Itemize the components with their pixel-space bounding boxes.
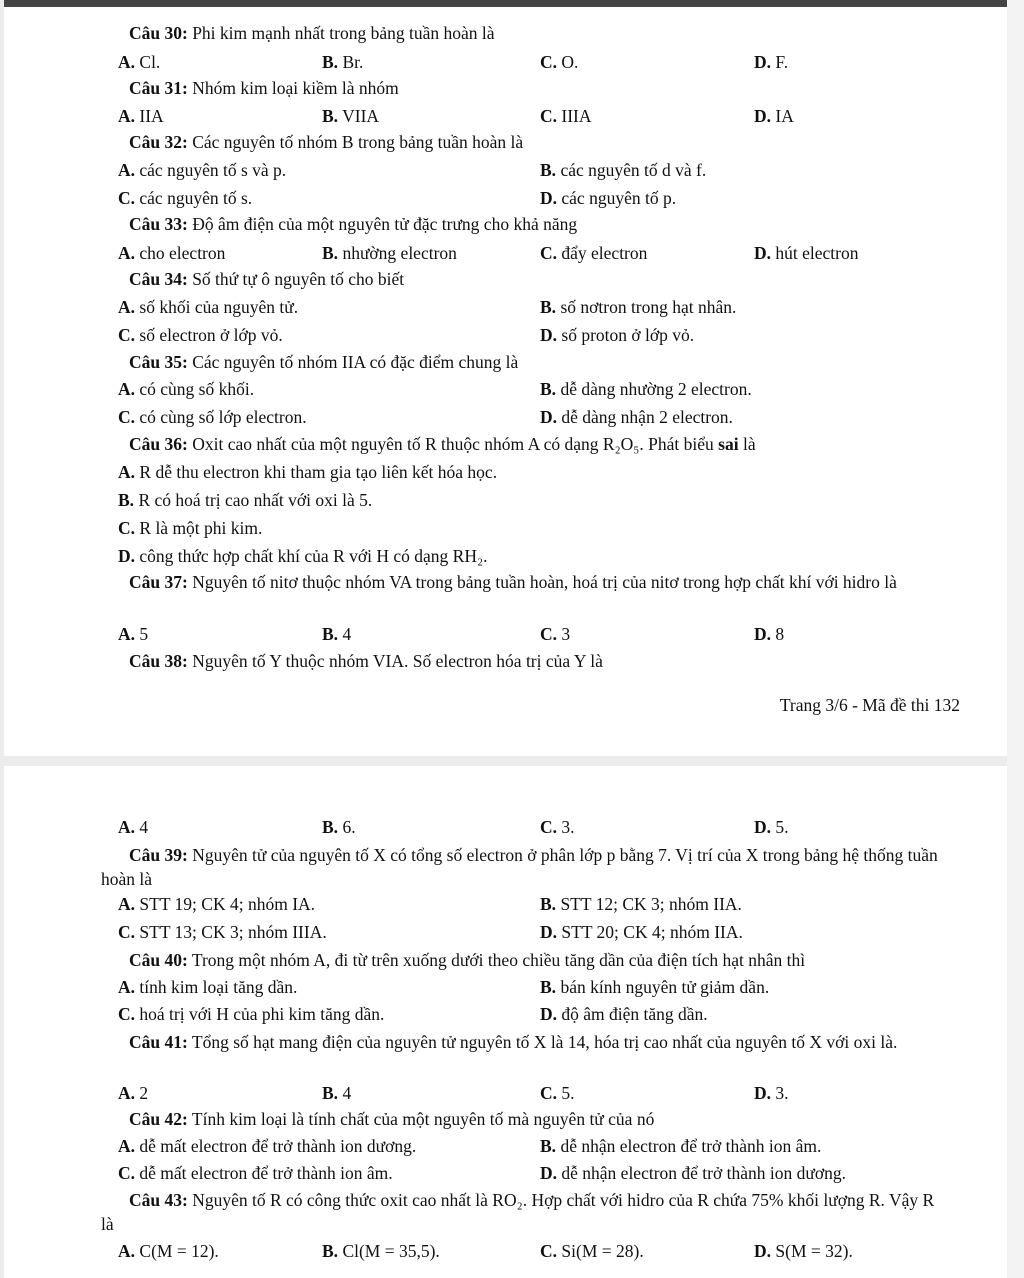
- option-c[interactable]: C. R là một phi kim.: [118, 518, 263, 538]
- option-a[interactable]: A. các nguyên tố s và p.: [118, 160, 287, 180]
- option-c[interactable]: C. 5.: [540, 1083, 575, 1103]
- question-36: Câu 36: Oxit cao nhất của một nguyên tố R thuộc nhóm A có dạng R₂O₅. Phát biểu sai là: [129, 434, 756, 454]
- option-b[interactable]: B. Br.: [322, 52, 364, 72]
- option-d[interactable]: D. dễ dàng nhận 2 electron.: [540, 407, 733, 427]
- option-c[interactable]: C. đẩy electron: [540, 243, 648, 263]
- page-edge: [1007, 0, 1024, 1278]
- question-32: Câu 32: Các nguyên tố nhóm B trong bảng tuần hoàn là: [129, 132, 524, 152]
- option-a[interactable]: A. 4: [118, 817, 149, 837]
- option-d[interactable]: D. số proton ở lớp vỏ.: [540, 325, 695, 345]
- option-c[interactable]: C. số electron ở lớp vỏ.: [118, 325, 283, 345]
- option-a[interactable]: A. 2: [118, 1083, 149, 1103]
- question-40: Câu 40: Trong một nhóm A, đi từ trên xuống dưới theo chiều tăng dần của điện tích hạt nhân thì: [129, 950, 806, 970]
- option-a[interactable]: A. số khối của nguyên tử.: [118, 297, 299, 317]
- option-a[interactable]: A. 5: [118, 624, 149, 644]
- option-b[interactable]: B. VIIA: [322, 106, 380, 126]
- option-c[interactable]: C. IIIA: [540, 106, 592, 126]
- question-30: Câu 30: Phi kim mạnh nhất trong bảng tuần hoàn là: [129, 23, 495, 43]
- option-a[interactable]: A. Cl.: [118, 52, 161, 72]
- option-b[interactable]: B. Cl(M = 35,5).: [322, 1241, 440, 1261]
- question-34: Câu 34: Số thứ tự ô nguyên tố cho biết: [129, 269, 405, 289]
- option-d[interactable]: D. dễ nhận electron để trở thành ion dương.: [540, 1163, 846, 1183]
- question-41: Câu 41: Tổng số hạt mang điện của nguyên tử nguyên tố X là 14, hóa trị cao nhất của nguyên tố X với oxi là.: [129, 1032, 898, 1052]
- option-c[interactable]: C. 3: [540, 624, 571, 644]
- option-c[interactable]: C. 3.: [540, 817, 575, 837]
- option-d[interactable]: D. hút electron: [754, 243, 859, 263]
- option-c[interactable]: C. Si(M = 28).: [540, 1241, 644, 1261]
- option-c[interactable]: C. dễ mất electron để trở thành ion âm.: [118, 1163, 393, 1183]
- option-d[interactable]: D. 8: [754, 624, 785, 644]
- question-43: Câu 43: Nguyên tố R có công thức oxit cao nhất là RO₂. Hợp chất với hidro của R chứa 75% khối lượng R. Vậy R là: [101, 1190, 935, 1234]
- option-b[interactable]: B. số nơtron trong hạt nhân.: [540, 297, 737, 317]
- question-31: Câu 31: Nhóm kim loại kiềm là nhóm: [129, 78, 399, 98]
- option-a[interactable]: A. tính kim loại tăng dần.: [118, 977, 298, 997]
- option-b[interactable]: B. R có hoá trị cao nhất với oxi là 5.: [118, 490, 373, 510]
- question-39: Câu 39: Nguyên tử của nguyên tố X có tổng số electron ở phân lớp p bằng 7. Vị trí của X trong bảng hệ thống tuần hoàn là: [101, 845, 938, 889]
- option-a[interactable]: A. IIA: [118, 106, 164, 126]
- document-page-4: [4, 766, 1007, 1278]
- option-c[interactable]: C. các nguyên tố s.: [118, 188, 253, 208]
- question-35: Câu 35: Các nguyên tố nhóm IIA có đặc điểm chung là: [129, 352, 519, 372]
- question-37: Câu 37: Nguyên tố nitơ thuộc nhóm VA trong bảng tuần hoàn, hoá trị của nitơ trong hợp chất khí với hidro là: [129, 572, 897, 592]
- document-page-3: [4, 0, 1007, 756]
- option-c[interactable]: C. STT 13; CK 3; nhóm IIIA.: [118, 922, 327, 942]
- question-33: Câu 33: Độ âm điện của một nguyên tử đặc trưng cho khả năng: [129, 214, 578, 234]
- option-d[interactable]: D. IA: [754, 106, 794, 126]
- option-a[interactable]: A. R dễ thu electron khi tham gia tạo liên kết hóa học.: [118, 462, 498, 482]
- option-b[interactable]: B. bán kính nguyên tử giảm dần.: [540, 977, 770, 997]
- option-b[interactable]: B. 4: [322, 624, 352, 644]
- option-d[interactable]: D. 5.: [754, 817, 789, 837]
- option-a[interactable]: A. dễ mất electron để trở thành ion dương.: [118, 1136, 417, 1156]
- option-b[interactable]: B. dễ dàng nhường 2 electron.: [540, 379, 752, 399]
- option-b[interactable]: B. STT 12; CK 3; nhóm IIA.: [540, 894, 742, 914]
- page-footer: Trang 3/6 - Mã đề thi 132: [779, 695, 960, 715]
- option-d[interactable]: D. F.: [754, 52, 789, 72]
- option-a[interactable]: A. C(M = 12).: [118, 1241, 219, 1261]
- option-d[interactable]: D. các nguyên tố p.: [540, 188, 677, 208]
- option-b[interactable]: B. 6.: [322, 817, 356, 837]
- option-d[interactable]: D. độ âm điện tăng dần.: [540, 1004, 708, 1024]
- option-c[interactable]: C. có cùng số lớp electron.: [118, 407, 307, 427]
- option-a[interactable]: A. cho electron: [118, 243, 226, 263]
- question-38: Câu 38: Nguyên tố Y thuộc nhóm VIA. Số electron hóa trị của Y là: [129, 651, 603, 671]
- option-b[interactable]: B. dễ nhận electron để trở thành ion âm.: [540, 1136, 822, 1156]
- option-b[interactable]: B. các nguyên tố d và f.: [540, 160, 707, 180]
- option-a[interactable]: A. STT 19; CK 4; nhóm IA.: [118, 894, 316, 914]
- question-42: Câu 42: Tính kim loại là tính chất của một nguyên tố mà nguyên tử của nó: [129, 1109, 655, 1129]
- option-d[interactable]: D. S(M = 32).: [754, 1241, 853, 1261]
- option-c[interactable]: C. hoá trị với H của phi kim tăng dần.: [118, 1004, 385, 1024]
- option-b[interactable]: B. nhường electron: [322, 243, 457, 263]
- option-d[interactable]: D. STT 20; CK 4; nhóm IIA.: [540, 922, 743, 942]
- option-d[interactable]: D. công thức hợp chất khí của R với H có dạng RH₂.: [118, 546, 488, 566]
- option-c[interactable]: C. O.: [540, 52, 579, 72]
- option-b[interactable]: B. 4: [322, 1083, 352, 1103]
- option-d[interactable]: D. 3.: [754, 1083, 789, 1103]
- option-a[interactable]: A. có cùng số khối.: [118, 379, 255, 399]
